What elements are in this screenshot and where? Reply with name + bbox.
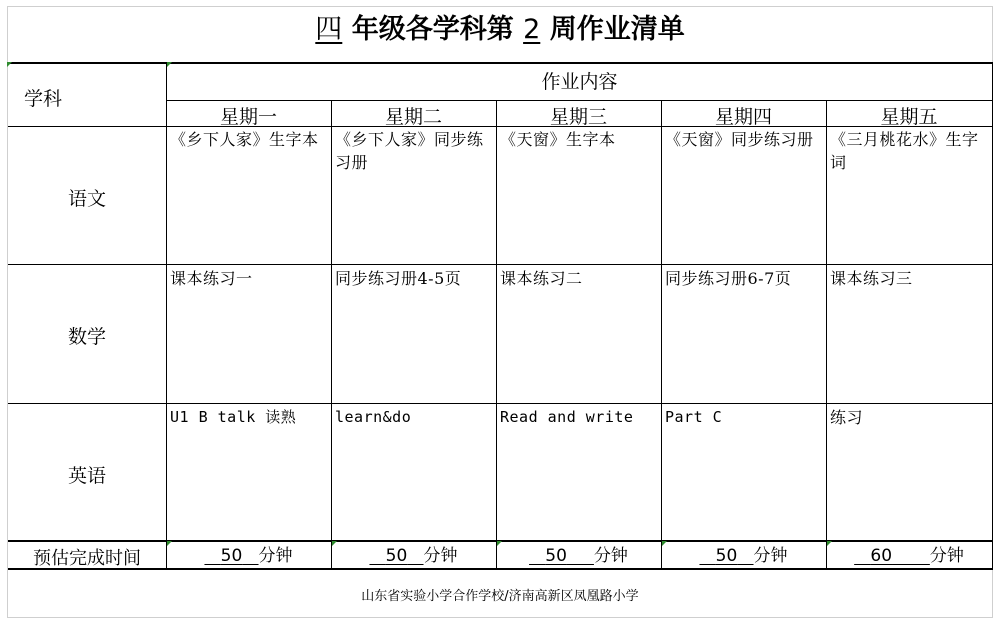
time-cell-wed: 50 分钟 (496, 545, 661, 567)
subject-math: 数学 (67, 326, 106, 348)
time-row-label: 预估完成时间 (33, 548, 141, 569)
day-header-wed: 星期三 (549, 106, 607, 128)
time-value: 50 (545, 546, 567, 566)
cell-math-thu: 同步练习册6-7页 (665, 269, 792, 288)
title-end: 周作业清单 (540, 14, 685, 45)
cell-chinese-wed: 《天窗》生字本 (500, 130, 616, 149)
day-header-tue: 星期二 (384, 106, 442, 128)
cell-math-mon: 课本练习一 (170, 269, 253, 288)
cell-math-wed: 课本练习二 (500, 269, 583, 288)
time-value: 50 (220, 546, 243, 566)
cell-english-fri: 练习 (830, 408, 864, 427)
time-cell-fri: 60 分钟 (826, 545, 992, 567)
cell-chinese-mon: 《乡下人家》生字本 (170, 130, 319, 149)
cell-math-tue: 同步练习册4-5页 (335, 269, 462, 288)
time-value: 50 (385, 546, 408, 566)
time-value: 50 (715, 546, 738, 566)
title-week: 2 (523, 14, 541, 45)
content-header: 作业内容 (541, 71, 618, 93)
cell-chinese-thu: 《天窗》同步练习册 (665, 130, 814, 149)
title-middle: 年级各学科第 (342, 14, 524, 45)
cell-english-thu: Part C (665, 408, 723, 426)
title-grade: 四 (315, 14, 343, 45)
subject-header: 学科 (23, 88, 62, 110)
cell-chinese-tue: 《乡下人家》同步练习册 (335, 130, 484, 172)
page-border (7, 6, 993, 618)
cell-chinese-fri: 《三月桃花水》生字词 (830, 130, 979, 172)
time-value: 60 (870, 546, 893, 566)
day-header-mon: 星期一 (219, 106, 277, 128)
subject-chinese: 语文 (67, 188, 106, 210)
day-header-fri: 星期五 (880, 106, 938, 128)
cell-english-tue: learn&do (335, 408, 412, 426)
cell-english-wed: Read and write (500, 408, 634, 426)
cell-english-mon: U1 B talk 读熟 (170, 408, 297, 426)
time-cell-thu: 50 分钟 (661, 545, 826, 567)
day-header-thu: 星期四 (714, 106, 772, 128)
time-cell-mon: 50 分钟 (166, 545, 331, 567)
subject-english: 英语 (67, 465, 106, 487)
footer-school: 山东省实验小学合作学校/济南高新区凤凰路小学 (361, 589, 639, 604)
time-cell-tue: 50 分钟 (331, 545, 496, 567)
cell-math-fri: 课本练习三 (830, 269, 913, 288)
page-title (0, 8, 1000, 52)
